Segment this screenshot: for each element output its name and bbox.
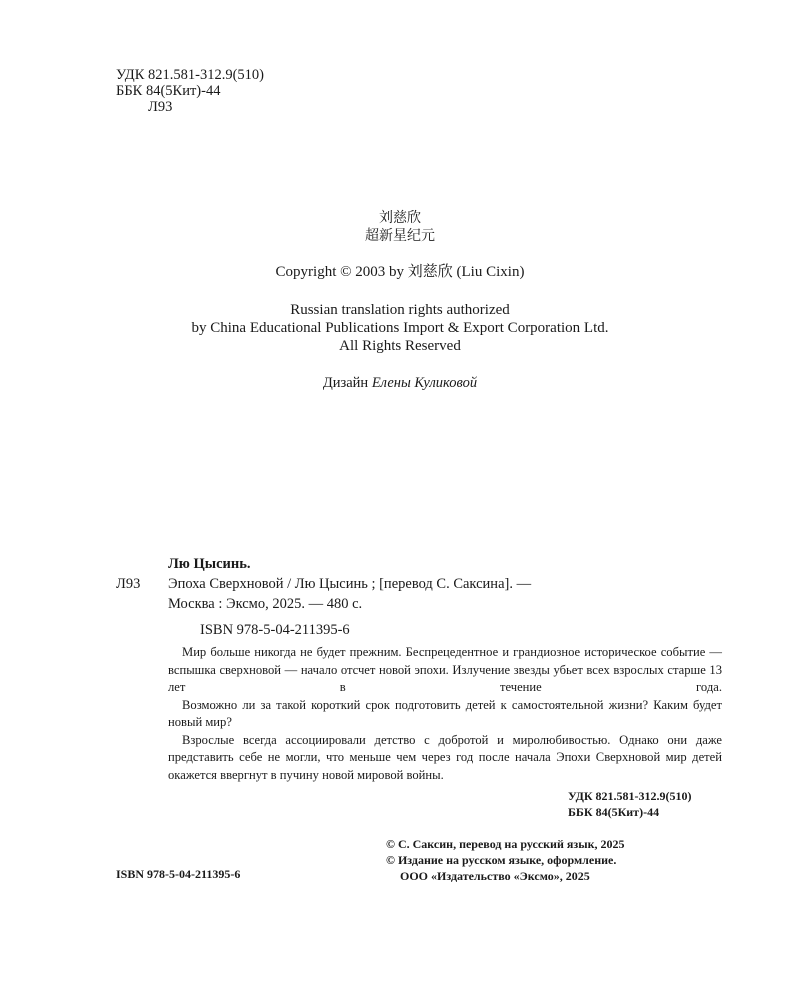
rights-line-3: All Rights Reserved [339, 338, 461, 354]
footer-copyright-line-3: ООО «Издательство «Эксмо», 2025 [400, 869, 590, 883]
annotation-paragraph: Возможно ли за такой короткий срок подготовить детей к самостоятельной жизни? Каким будет новый мир? [168, 697, 722, 729]
udk-code-bottom: УДК 821.581-312.9(510) [568, 789, 692, 803]
udk-code-top: УДК 821.581-312.9(510) [116, 67, 264, 83]
rights-line-1: Russian translation rights authorized [290, 302, 510, 318]
copyright-original: Copyright © 2003 by 刘慈欣 (Liu Cixin) [275, 264, 525, 280]
annotation [168, 644, 722, 784]
bib-author-mark: Л93 [116, 576, 141, 592]
bbk-code-bottom: ББК 84(5Кит)-44 [568, 805, 660, 819]
annotation-paragraph: Мир больше никогда не будет прежним. Беспрецедентное и грандиозное историческое событие — вспышка сверхновой — начало отсчет новой эпохи. Излучение звезды убьет всех взрослых старше 13 лет в течение года. [168, 645, 722, 694]
design-credit [0, 375, 800, 392]
design-prefix: Дизайн [322, 375, 372, 391]
bib-title-line: Эпоха Сверхновой / Лю Цысинь ; [перевод С. Саксина]. — [168, 576, 532, 592]
rights-line-2: by China Educational Publications Import & Export Corporation Ltd. [191, 320, 609, 336]
bib-isbn: ISBN 978-5-04-211395-6 [200, 622, 350, 638]
bbk-code-top: ББК 84(5Кит)-44 [116, 83, 221, 99]
annotation-paragraph: Взрослые всегда ассоциировали детство с добротой и миролюбивостью. Однако они даже представить себе не могли, что меньше чем через год после начала Эпохи Сверхновой мир детей окажется ввергнут в пучину новой мировой войны. [168, 732, 722, 782]
footer-copyright-line-2: © Издание на русском языке, оформление. [386, 853, 617, 867]
original-author-zh: 刘慈欣 [379, 210, 421, 226]
bib-publisher-line: Москва : Эксмо, 2025. — 480 с. [168, 596, 363, 612]
author-mark-top: Л93 [148, 99, 173, 115]
bib-author-heading: Лю Цысинь. [168, 556, 251, 572]
footer-isbn: ISBN 978-5-04-211395-6 [116, 867, 241, 881]
designer-name: Елены Куликовой [371, 375, 478, 391]
original-title-zh: 超新星纪元 [365, 228, 435, 244]
footer-copyright-line-1: © С. Саксин, перевод на русский язык, 2025 [386, 837, 625, 851]
